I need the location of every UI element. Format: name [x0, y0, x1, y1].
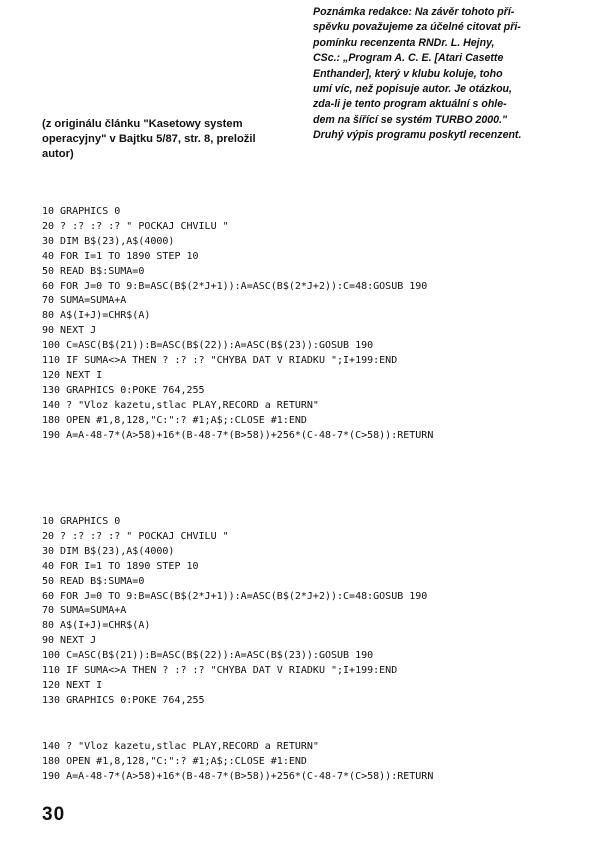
code-line: 40 FOR I=1 TO 1890 STEP 10: [42, 560, 199, 572]
code-line: 120 NEXT I: [42, 369, 103, 381]
code-line: 50 READ B$:SUMA=0: [42, 265, 145, 277]
source-note-line: autor): [42, 148, 74, 160]
code-line: 80 A$(I+J)=CHR$(A): [42, 310, 151, 322]
editor-note-line: umí víc, než popisuje autor. Je otázkou,: [313, 83, 512, 96]
code-line: 70 SUMA=SUMA+A: [42, 295, 127, 307]
code-line: 100 C=ASC(B$(21)):B=ASC(B$(22)):A=ASC(B$(23)):GOSUB 190: [42, 340, 374, 352]
code-line: 90 NEXT J: [42, 635, 97, 647]
editor-note-line: spěvku považujeme za účelné citovat při-: [313, 21, 521, 34]
code-line: 20 ? :? :? :? " POCKAJ CHVILU ": [42, 220, 229, 232]
code-line: 140 ? "Vloz kazetu,stlac PLAY,RECORD a RETURN": [42, 399, 319, 411]
code-line: 180 OPEN #1,8,128,"C:":? #1;A$;:CLOSE #1:END: [42, 414, 307, 426]
code-line: 100 C=ASC(B$(21)):B=ASC(B$(22)):A=ASC(B$(23)):GOSUB 190: [42, 650, 374, 662]
code-line: 180 OPEN #1,8,128,"C:":? #1;A$;:CLOSE #1:END: [42, 755, 307, 767]
editor-note-line: Enthander], který v klubu koluje, toho: [313, 67, 503, 80]
code-line: 90 NEXT J: [42, 325, 97, 337]
code-line: 110 IF SUMA<>A THEN ? :? :? "CHYBA DAT V RIADKU ";I+199:END: [42, 355, 398, 367]
code-line: 130 GRAPHICS 0:POKE 764,255: [42, 384, 205, 396]
code-line: 60 FOR J=0 TO 9:B=ASC(B$(2*J+1)):A=ASC(B$(2*J+2)):C=48:GOSUB 190: [42, 280, 428, 292]
editor-note-line: Druhý výpis programu poskytl recenzent.: [313, 129, 522, 142]
code-line: 50 READ B$:SUMA=0: [42, 575, 145, 587]
program-listing-reviewer-continued: [42, 740, 582, 785]
code-line: 120 NEXT I: [42, 679, 103, 691]
program-listing-original: [42, 205, 582, 444]
editor-note-line: CSc.: „Program A. C. E. [Atari Casette: [313, 52, 504, 65]
code-line: 130 GRAPHICS 0:POKE 764,255: [42, 694, 205, 706]
code-line: 40 FOR I=1 TO 1890 STEP 10: [42, 250, 199, 262]
page-number: 30: [42, 804, 66, 825]
code-line: 20 ? :? :? :? " POCKAJ CHVILU ": [42, 530, 229, 542]
editor-note: [313, 5, 567, 144]
code-line: 70 SUMA=SUMA+A: [42, 605, 127, 617]
program-listing-reviewer: [42, 515, 582, 709]
code-line: 190 A=A-48-7*(A>58)+16*(B-48-7*(B>58))+256*(C-48-7*(C>58)):RETURN: [42, 429, 434, 441]
source-note: [42, 117, 304, 162]
code-line: 190 A=A-48-7*(A>58)+16*(B-48-7*(B>58))+256*(C-48-7*(C>58)):RETURN: [42, 770, 434, 782]
editor-note-line: zda-li je tento program aktuální s ohle-: [313, 98, 507, 111]
code-line: 30 DIM B$(23),A$(4000): [42, 235, 175, 247]
code-line: 30 DIM B$(23),A$(4000): [42, 545, 175, 557]
editor-note-line: Poznámka redakce: Na závěr tohoto pří-: [313, 6, 515, 18]
code-line: 10 GRAPHICS 0: [42, 516, 121, 527]
code-line: 80 A$(I+J)=CHR$(A): [42, 620, 151, 632]
code-line: 60 FOR J=0 TO 9:B=ASC(B$(2*J+1)):A=ASC(B$(2*J+2)):C=48:GOSUB 190: [42, 590, 428, 602]
code-line: 10 GRAPHICS 0: [42, 206, 121, 217]
source-note-line: (z originálu článku "Kasetowy system: [42, 118, 243, 130]
source-note-line: operacyjny" v Bajtku 5/87, str. 8, preložil: [42, 133, 256, 145]
editor-note-line: pomínku recenzenta RNDr. L. Hejny,: [313, 36, 495, 49]
code-line: 110 IF SUMA<>A THEN ? :? :? "CHYBA DAT V RIADKU ";I+199:END: [42, 665, 398, 677]
editor-note-line: dem na šířící se systém TURBO 2000.": [313, 113, 508, 126]
code-line: 140 ? "Vloz kazetu,stlac PLAY,RECORD a RETURN": [42, 741, 319, 752]
